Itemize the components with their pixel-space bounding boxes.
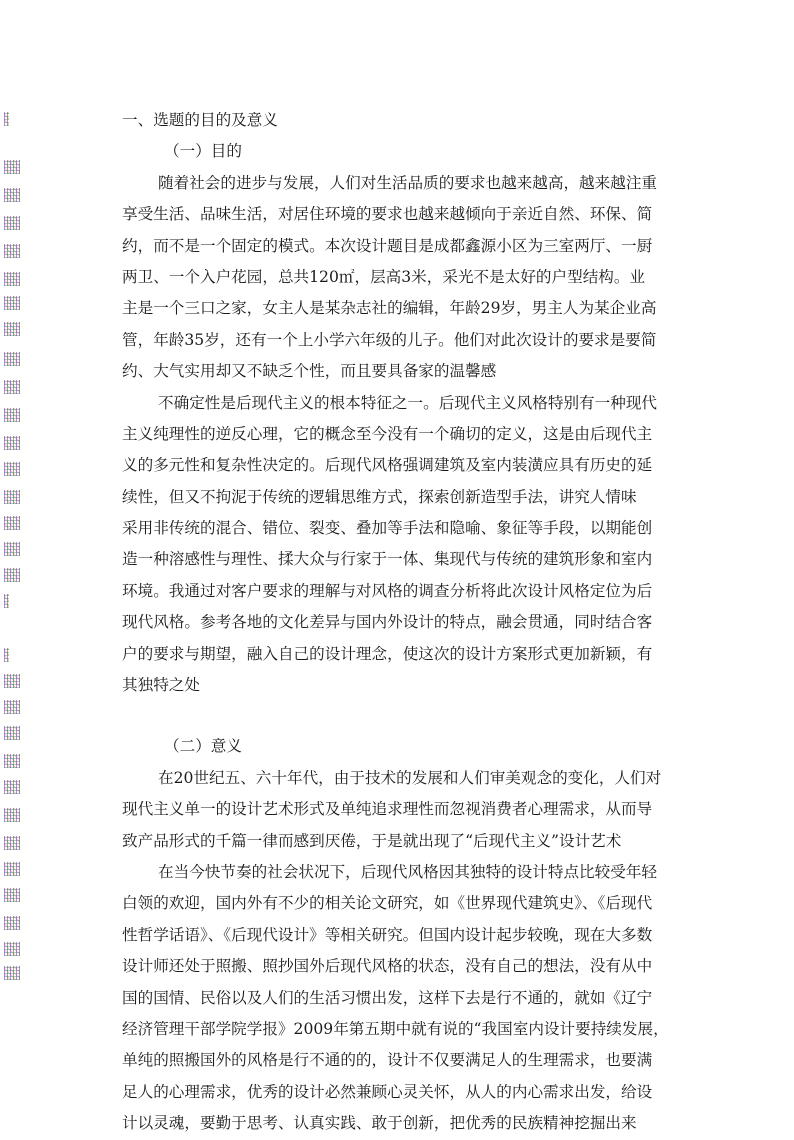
- text-line: 设计师还处于照搬、照抄国外后现代风格的状态，没有自己的想法，没有从中: [122, 957, 653, 976]
- text-line: 造一种溶感性与理性、揉大众与行家于一体、集现代与传统的建筑形象和室内: [122, 550, 653, 569]
- margin-mark: [4, 808, 20, 822]
- text-line: 两卫、一个入户花园，总共120㎡，层高3米，采光不是太好的户型结构。业: [122, 267, 646, 286]
- text-line: 白领的欢迎，国内外有不少的相关论文研究，如《世界现代建筑史》、《后现代: [122, 894, 653, 913]
- margin-mark: [4, 216, 20, 230]
- text-line: 管，年龄35岁，还有一个上小学六年级的儿子。他们对此次设计的要求是要简: [122, 330, 657, 349]
- margin-mark: [4, 726, 20, 740]
- margin-mark: [4, 490, 20, 504]
- margin-mark: [4, 516, 20, 530]
- meaning-paragraph-2: [122, 857, 682, 1140]
- text-line: 不确定性是后现代主义的根本特征之一。后现代主义风格特别有一种现代: [158, 393, 658, 412]
- margin-mark: [4, 112, 9, 126]
- margin-mark: [4, 754, 20, 768]
- text-line: 单纯的照搬国外的风格是行不通的的，设计不仅要满足人的生理需求，也要满: [122, 1051, 653, 1070]
- margin-mark: [4, 542, 20, 556]
- text-line: 在当今快节奏的社会状况下，后现代风格因其独特的设计特点比较受年轻: [158, 862, 658, 881]
- margin-mark: [4, 188, 20, 202]
- margin-mark: [4, 380, 20, 394]
- meaning-paragraph-1: [122, 763, 682, 857]
- text-line: 义的多元性和复杂性决定的。后现代风格强调建筑及室内装潢应具有历史的延: [122, 456, 653, 475]
- text-line: 户的要求与期望，融入自己的设计理念，使这次的设计方案形式更加新颖，有: [122, 644, 653, 663]
- text-line: 计以灵魂，要勤于思考、认真实践、敢于创新，把优秀的民族精神挖掘出来: [122, 1114, 637, 1133]
- margin-mark: [4, 408, 20, 422]
- text-line: 环境。我通过对客户要求的理解与对风格的调查分析将此次设计风格定位为后: [122, 581, 653, 600]
- document-body: [122, 105, 682, 1140]
- margin-mark: [4, 836, 20, 850]
- text-line: 采用非传统的混合、错位、裂变、叠加等手法和隐喻、象征等手段，以期能创: [122, 519, 653, 538]
- text-line: 现代主义单一的设计艺术形式及单纯追求理性而忽视消费者心理需求，从而导: [122, 800, 653, 819]
- text-line: 足人的心理需求，优秀的设计必然兼顾心灵关怀，从人的内心需求出发，给设: [122, 1082, 653, 1101]
- text-line: 主义纯理性的逆反心理，它的概念至今没有一个确切的定义，这是由后现代主: [122, 424, 653, 443]
- text-line: 续性，但又不拘泥于传统的逻辑思维方式，探索创新造型手法，讲究人情味: [122, 487, 637, 506]
- purpose-paragraph: [122, 168, 682, 388]
- text-line: 国的国情、民俗以及人们的生活习惯出发，这样下去是行不通的，就如《辽宁: [122, 988, 653, 1007]
- margin-mark: [4, 568, 20, 582]
- margin-mark: [4, 916, 20, 930]
- margin-mark: [4, 674, 20, 688]
- margin-mark: [4, 436, 20, 450]
- margin-mark: [4, 352, 20, 366]
- margin-scan-marks: [2, 0, 20, 1123]
- style-paragraph: [122, 388, 682, 702]
- margin-mark: [4, 700, 20, 714]
- margin-mark: [4, 648, 9, 662]
- text-line: 享受生活、品味生活，对居住环境的要求也越来越倾向于亲近自然、环保、简: [122, 205, 653, 224]
- margin-mark: [4, 272, 20, 286]
- margin-mark: [4, 244, 20, 258]
- margin-mark: [4, 462, 20, 476]
- margin-mark: [4, 888, 20, 902]
- text-line: 随着社会的进步与发展，人们对生活品质的要求也越来越高，越来越注重: [158, 173, 658, 192]
- margin-mark: [4, 160, 20, 174]
- text-line: 约、大气实用却又不缺乏个性，而且要具备家的温馨感: [122, 362, 497, 381]
- text-line: 现代风格。参考各地的文化差异与国内外设计的特点，融会贯通，同时结合客: [122, 613, 653, 632]
- text-line: 致产品形式的千篇一律而感到厌倦，于是就出现了“后现代主义”设计艺术: [122, 831, 622, 850]
- margin-mark: [4, 862, 20, 876]
- margin-mark: [4, 780, 20, 794]
- purpose-heading: （一）目的: [164, 142, 242, 161]
- text-line: 性哲学话语》、《后现代设计》等相关研究。但国内设计起步较晚，现在大多数: [122, 925, 653, 944]
- text-line: 经济管理干部学院学报》2009年第五期中就有说的“我国室内设计要持续发展，: [122, 1019, 669, 1038]
- text-line: 主是一个三口之家，女主人是某杂志社的编辑，年龄29岁，男主人为某企业高: [122, 299, 657, 318]
- section-gap: [122, 701, 682, 731]
- text-line: 其独特之处: [122, 676, 200, 695]
- section-title: 一、选题的目的及意义: [122, 111, 278, 129]
- margin-mark: [4, 594, 9, 608]
- margin-mark: [4, 322, 20, 336]
- text-line: 约，而不是一个固定的模式。本次设计题目是成都鑫源小区为三室两厅、一厨: [122, 236, 653, 255]
- margin-mark: [4, 296, 20, 310]
- meaning-heading: （二）意义: [164, 737, 242, 756]
- text-line: 在20世纪五、六十年代，由于技术的发展和人们审美观念的变化，人们对: [158, 768, 662, 787]
- margin-mark: [4, 942, 20, 956]
- margin-mark: [4, 966, 20, 980]
